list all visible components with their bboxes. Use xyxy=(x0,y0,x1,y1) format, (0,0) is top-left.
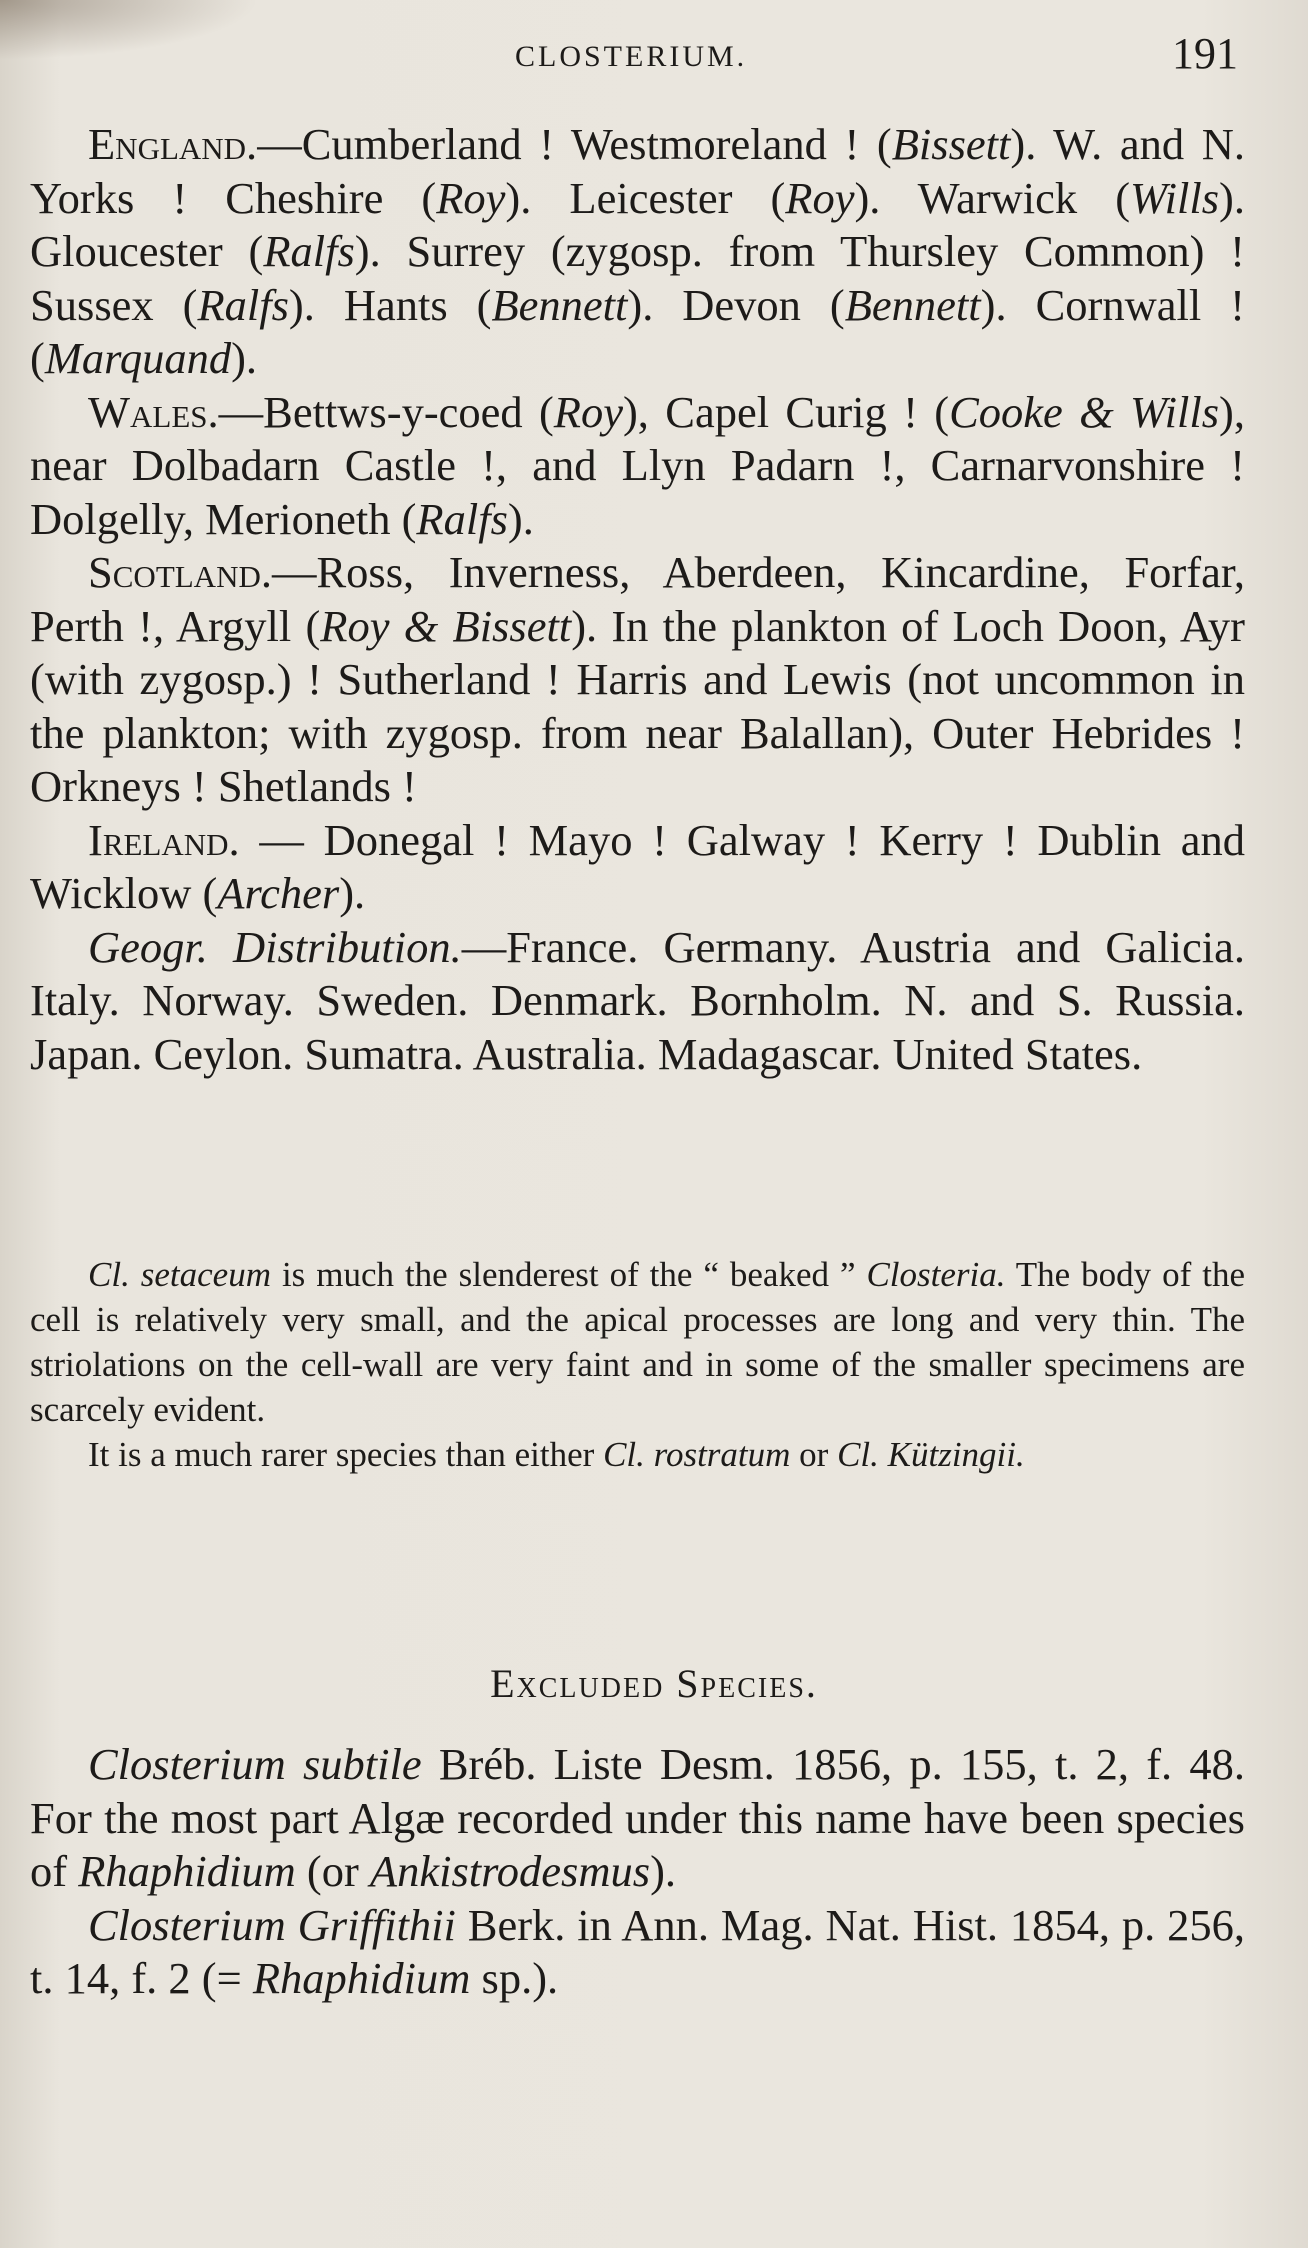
italic-text: Cl. rostratum xyxy=(603,1435,791,1474)
distribution-paragraph xyxy=(30,546,1245,814)
italic-text: Rhaphidium xyxy=(78,1846,296,1896)
distribution-paragraph xyxy=(30,118,1245,386)
italic-text: Roy xyxy=(553,386,623,437)
text-run: ). Surrey (zygosp. from Thursley Common) ! Sussex ( xyxy=(30,226,1245,330)
text-run: ), Capel Curig ! ( xyxy=(622,386,950,437)
text-run: It is a much rarer species than either xyxy=(88,1435,604,1474)
text-run: ). xyxy=(650,1846,677,1896)
distribution-section xyxy=(30,118,1245,1081)
text-run: —Bettws-y-coed ( xyxy=(218,386,554,437)
text-run: is much the slenderest of the “ beaked ” xyxy=(271,1255,867,1294)
page-header xyxy=(0,28,1308,88)
text-run: ). Warwick ( xyxy=(854,172,1131,223)
italic-text: Ralfs xyxy=(263,226,355,276)
running-head: CLOSTERIUM. xyxy=(515,40,748,73)
text-run: —Ross, Inverness, Aberdeen, Kincardine, Forfar, Perth !, Argyll ( xyxy=(30,547,1245,651)
italic-text: Bennett xyxy=(491,279,628,330)
text-run: ). Hants ( xyxy=(288,279,492,330)
text-run: Bréb. Liste Desm. 1856, p. 155, t. 2, f. 48. For the most part Algæ recorded under this name have been species of xyxy=(30,1739,1245,1896)
italic-text: Roy & Bissett xyxy=(320,600,572,651)
text-run: ). Leicester ( xyxy=(505,172,786,223)
text-run: sp.). xyxy=(470,1953,559,2003)
italic-text: Cl. Kützingii. xyxy=(837,1435,1025,1474)
text-run: ). In the plankton of Loch Doon, Ayr (with zygosp.) ! Sutherland ! Harris and Lewis (not uncommon in the plankton; with zygosp. from near Balallan), Outer Hebrides ! Orkneys ! Shetlands ! xyxy=(30,600,1245,811)
text-run: ), near Dolbadarn Castle !, and Llyn Padarn !, Carnarvonshire ! Dolgelly, Merioneth ( xyxy=(30,386,1245,544)
italic-text: Marquand xyxy=(44,333,232,383)
excluded-entry xyxy=(30,1899,1245,2006)
italic-text: Ralfs xyxy=(197,279,289,330)
excluded-species-section xyxy=(30,1738,1245,2006)
italic-text: Cooke & Wills xyxy=(949,386,1220,437)
text-run: —Cumberland ! Westmoreland ! ( xyxy=(257,119,892,169)
text-run: — Donegal ! Mayo ! Galway ! Kerry ! Dublin and Wicklow ( xyxy=(30,814,1245,918)
distribution-paragraph xyxy=(30,386,1245,547)
text-run: ). xyxy=(507,493,534,544)
note-paragraph xyxy=(30,1252,1245,1432)
excluded-entry xyxy=(30,1738,1245,1899)
text-run: Berk. in Ann. Mag. Nat. Hist. 1854, p. 256, t. 14, f. 2 (= xyxy=(30,1899,1245,2003)
text-run: (or xyxy=(295,1846,370,1896)
note-paragraph xyxy=(30,1432,1245,1477)
text-run: ). xyxy=(231,333,258,383)
text-run: ). Gloucester ( xyxy=(30,172,1245,276)
italic-text: Ankistrodesmus xyxy=(369,1846,651,1896)
italic-text: Closteria. xyxy=(866,1255,1006,1294)
notes-section xyxy=(30,1252,1245,1477)
text-run: ). Devon ( xyxy=(627,279,845,330)
text-run: or xyxy=(790,1435,838,1474)
italic-text: Geogr. Distribution. xyxy=(88,921,462,972)
text-run: ). Cornwall ! ( xyxy=(30,279,1245,383)
region-name: England. xyxy=(88,119,258,169)
italic-text: Rhaphidium xyxy=(252,1953,471,2003)
italic-text: Wills xyxy=(1130,172,1220,223)
italic-text: Closterium Griffithii xyxy=(88,1899,456,1950)
italic-text: Ralfs xyxy=(416,493,508,544)
italic-text: Bissett xyxy=(891,119,1011,169)
page-number: 191 xyxy=(1172,29,1238,78)
region-name: Wales. xyxy=(88,386,219,437)
distribution-paragraph xyxy=(30,921,1245,1082)
excluded-species-heading: Excluded Species. xyxy=(490,1661,818,1706)
text-run: ). W. and N. Yorks ! Cheshire ( xyxy=(30,119,1245,223)
text-run: The body of the cell is relatively very small, and the apical processes are long and very thin. The striolations on the cell-wall are very faint and in some of the smaller specimens are scarcely evident. xyxy=(30,1255,1245,1429)
italic-text: Bennett xyxy=(844,279,981,330)
region-name: Ireland. xyxy=(88,814,240,865)
text-run: ). xyxy=(339,868,366,918)
text-run: —France. Germany. Austria and Galicia. Italy. Norway. Sweden. Denmark. Bornholm. N. and S. Russia. Japan. Ceylon. Sumatra. Australia. Madagascar. United States. xyxy=(30,921,1245,1079)
distribution-paragraph xyxy=(30,814,1245,921)
italic-text: Roy xyxy=(785,172,855,223)
italic-text: Closterium subtile xyxy=(88,1739,422,1789)
italic-text: Archer xyxy=(217,868,340,918)
region-name: Scotland. xyxy=(88,547,272,597)
italic-text: Cl. setaceum xyxy=(88,1255,271,1294)
italic-text: Roy xyxy=(436,172,506,223)
